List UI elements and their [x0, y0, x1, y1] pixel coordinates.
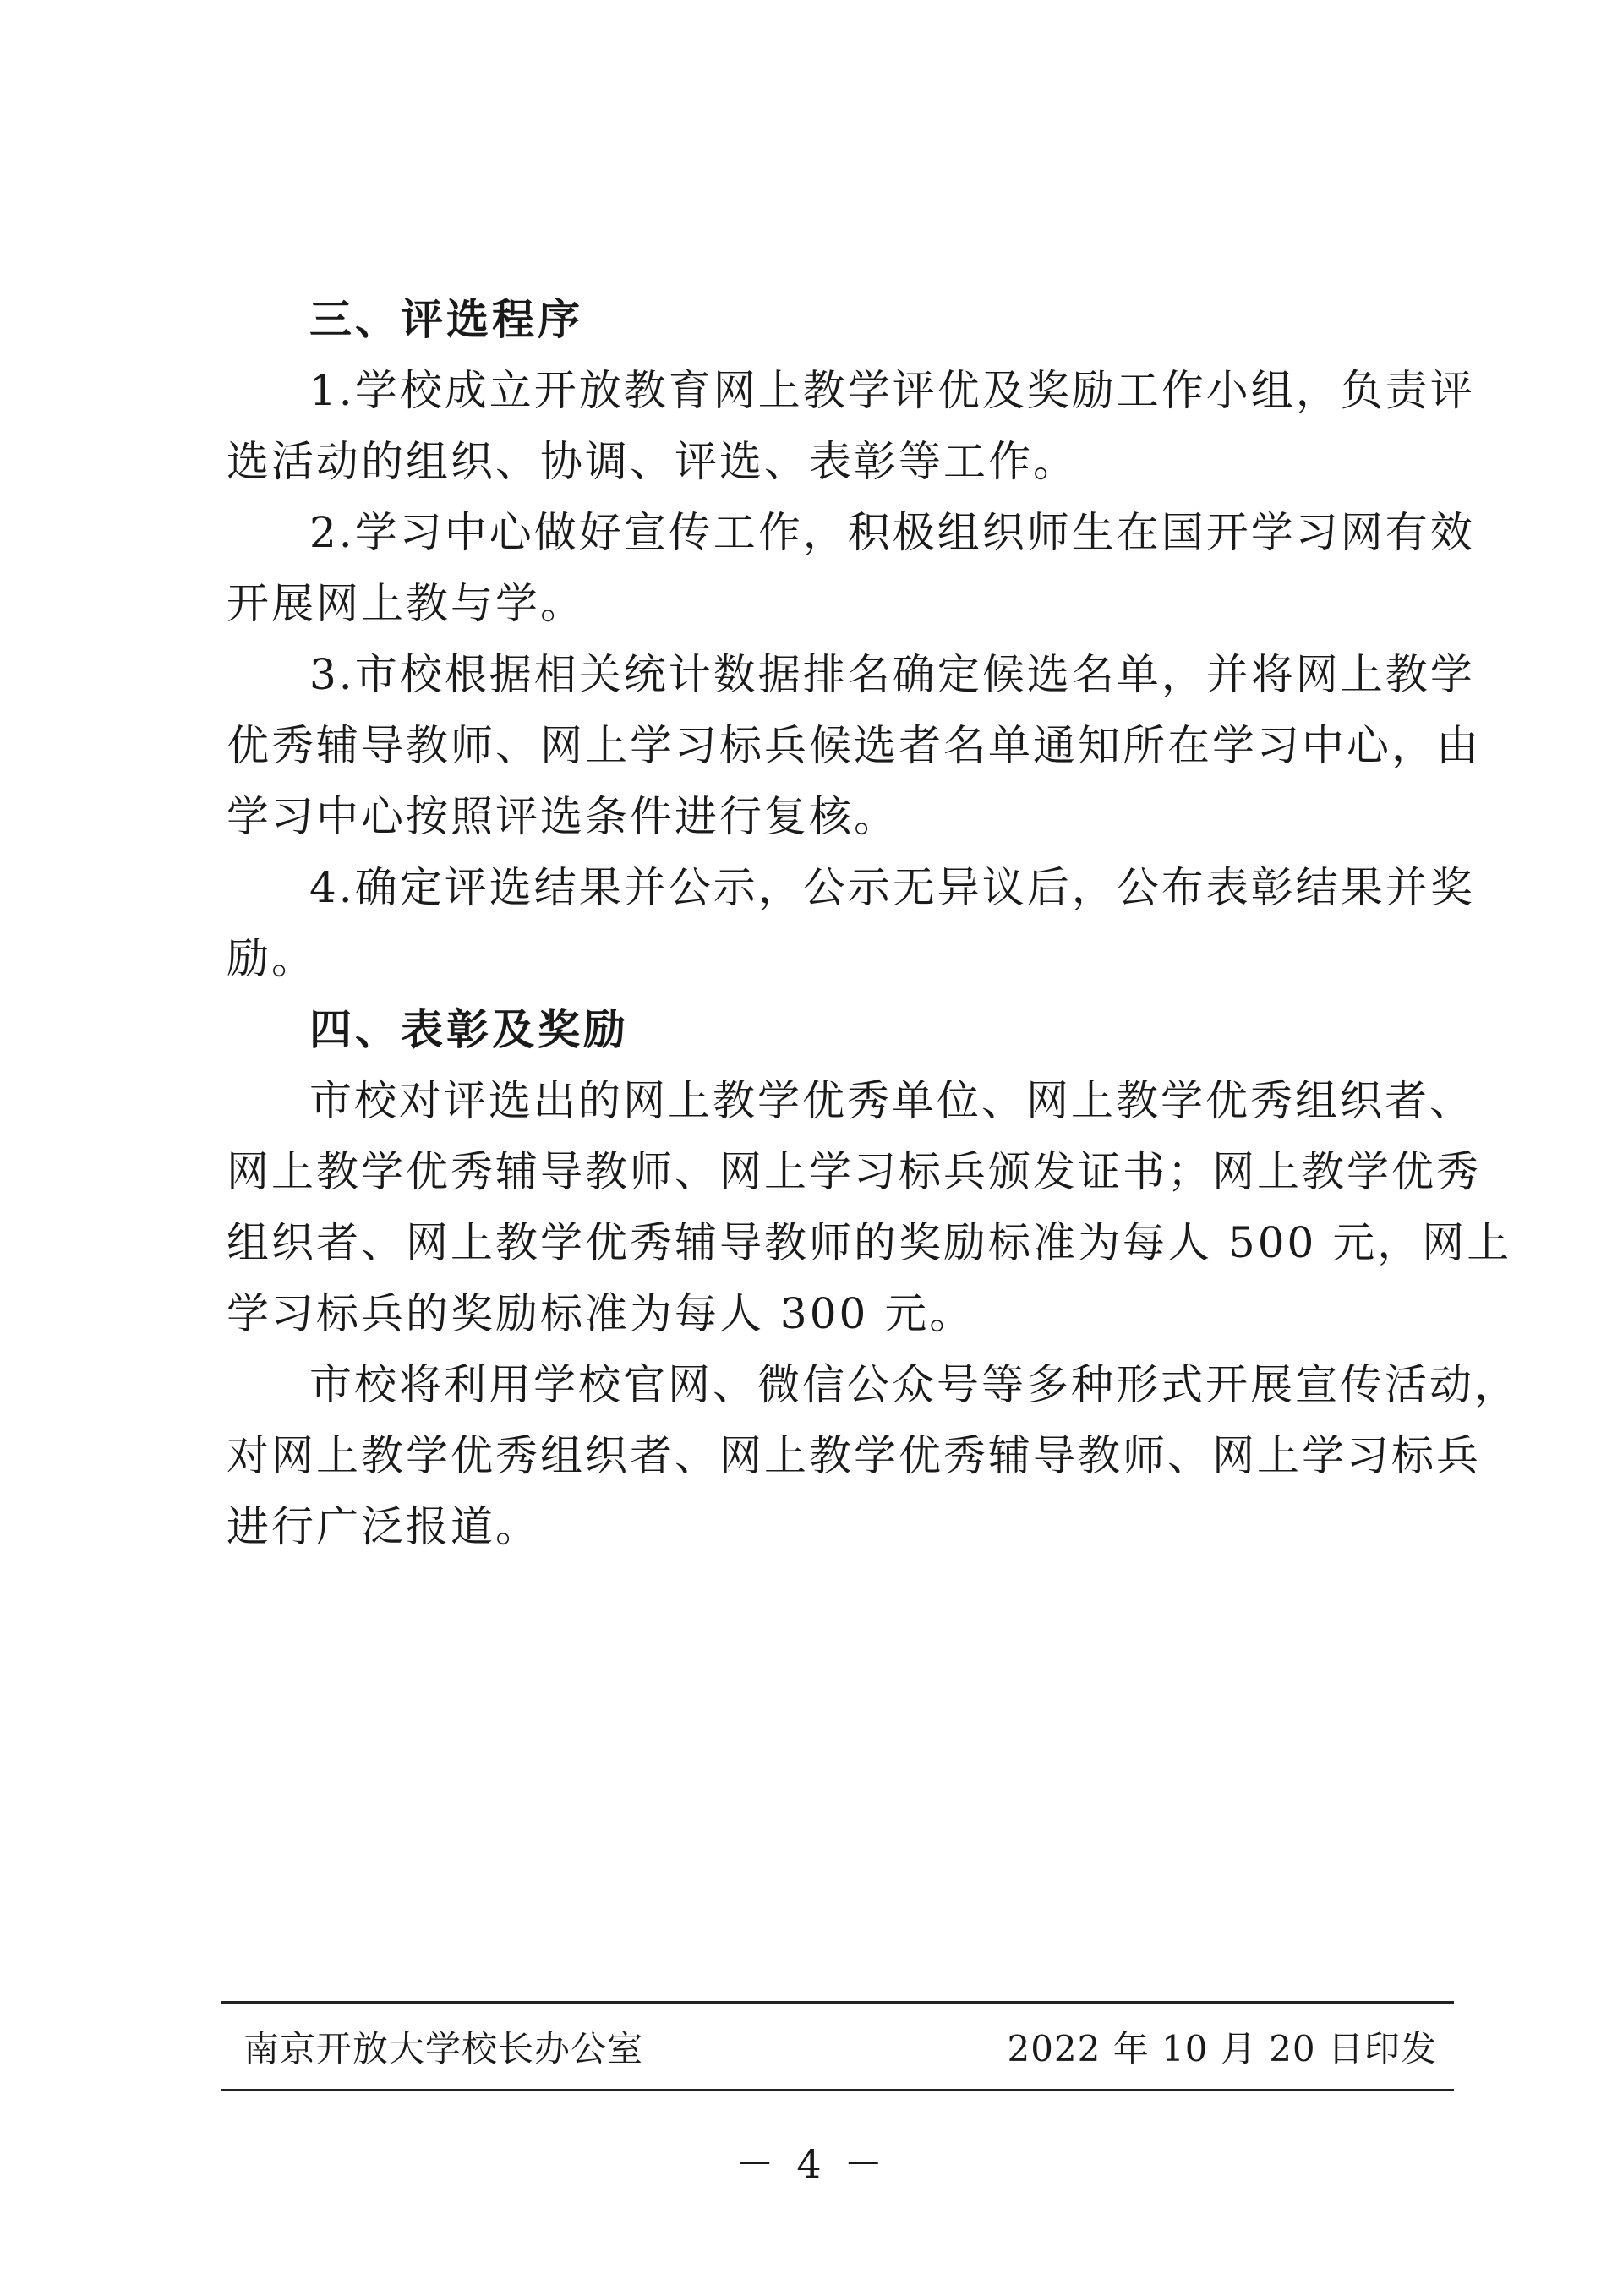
section-4-paragraph-2-line-3: 进行广泛报道。: [227, 1502, 540, 1551]
section-3-item-2-line-1: 2.学习中心做好宣传工作，积极组织师生在国开学习网有效: [309, 508, 1475, 557]
section-3-item-4-line-1: 4.确定评选结果并公示，公示无异议后，公布表彰结果并奖: [309, 863, 1475, 912]
section-4-paragraph-1-line-2: 网上教学优秀辅导教师、网上学习标兵颁发证书；网上教学优秀: [227, 1147, 1481, 1196]
footer-print-date: 2022 年 10 月 20 日印发: [1007, 2028, 1437, 2069]
footer-bottom-rule: [221, 2089, 1454, 2091]
section-4-paragraph-1-line-4: 学习标兵的奖励标准为每人 300 元。: [227, 1289, 975, 1338]
footer-top-rule: [221, 2001, 1454, 2004]
section-4-paragraph-1-line-3: 组织者、网上教学优秀辅导教师的奖励标准为每人 500 元，网上: [227, 1218, 1512, 1267]
section-4-paragraph-2-line-1: 市校将利用学校官网、微信公众号等多种形式开展宣传活动，: [309, 1360, 1519, 1409]
page-number: － 4 －: [735, 2141, 888, 2187]
section-3-item-4-line-2: 励。: [227, 934, 316, 983]
section-3-item-3-line-2: 优秀辅导教师、网上学习标兵候选者名单通知所在学习中心，由: [227, 721, 1481, 770]
section-4-heading: 四、表彰及奖励: [309, 1005, 629, 1054]
section-3-item-1-line-1: 1.学校成立开放教育网上教学评优及奖励工作小组，负责评: [309, 366, 1475, 415]
section-3-item-1-line-2: 选活动的组织、协调、评选、表彰等工作。: [227, 437, 1078, 486]
section-3-item-3-line-1: 3.市校根据相关统计数据排名确定候选名单，并将网上教学: [309, 650, 1475, 699]
section-3-item-2-line-2: 开展网上教与学。: [227, 579, 585, 628]
footer-issuer: 南京开放大学校长办公室: [243, 2028, 644, 2069]
section-3-item-3-line-3: 学习中心按照评选条件进行复核。: [227, 792, 899, 841]
section-3-heading: 三、评选程序: [309, 295, 583, 344]
section-4-paragraph-2-line-2: 对网上教学优秀组织者、网上教学优秀辅导教师、网上学习标兵: [227, 1431, 1481, 1480]
section-4-paragraph-1-line-1: 市校对评选出的网上教学优秀单位、网上教学优秀组织者、: [309, 1076, 1474, 1125]
